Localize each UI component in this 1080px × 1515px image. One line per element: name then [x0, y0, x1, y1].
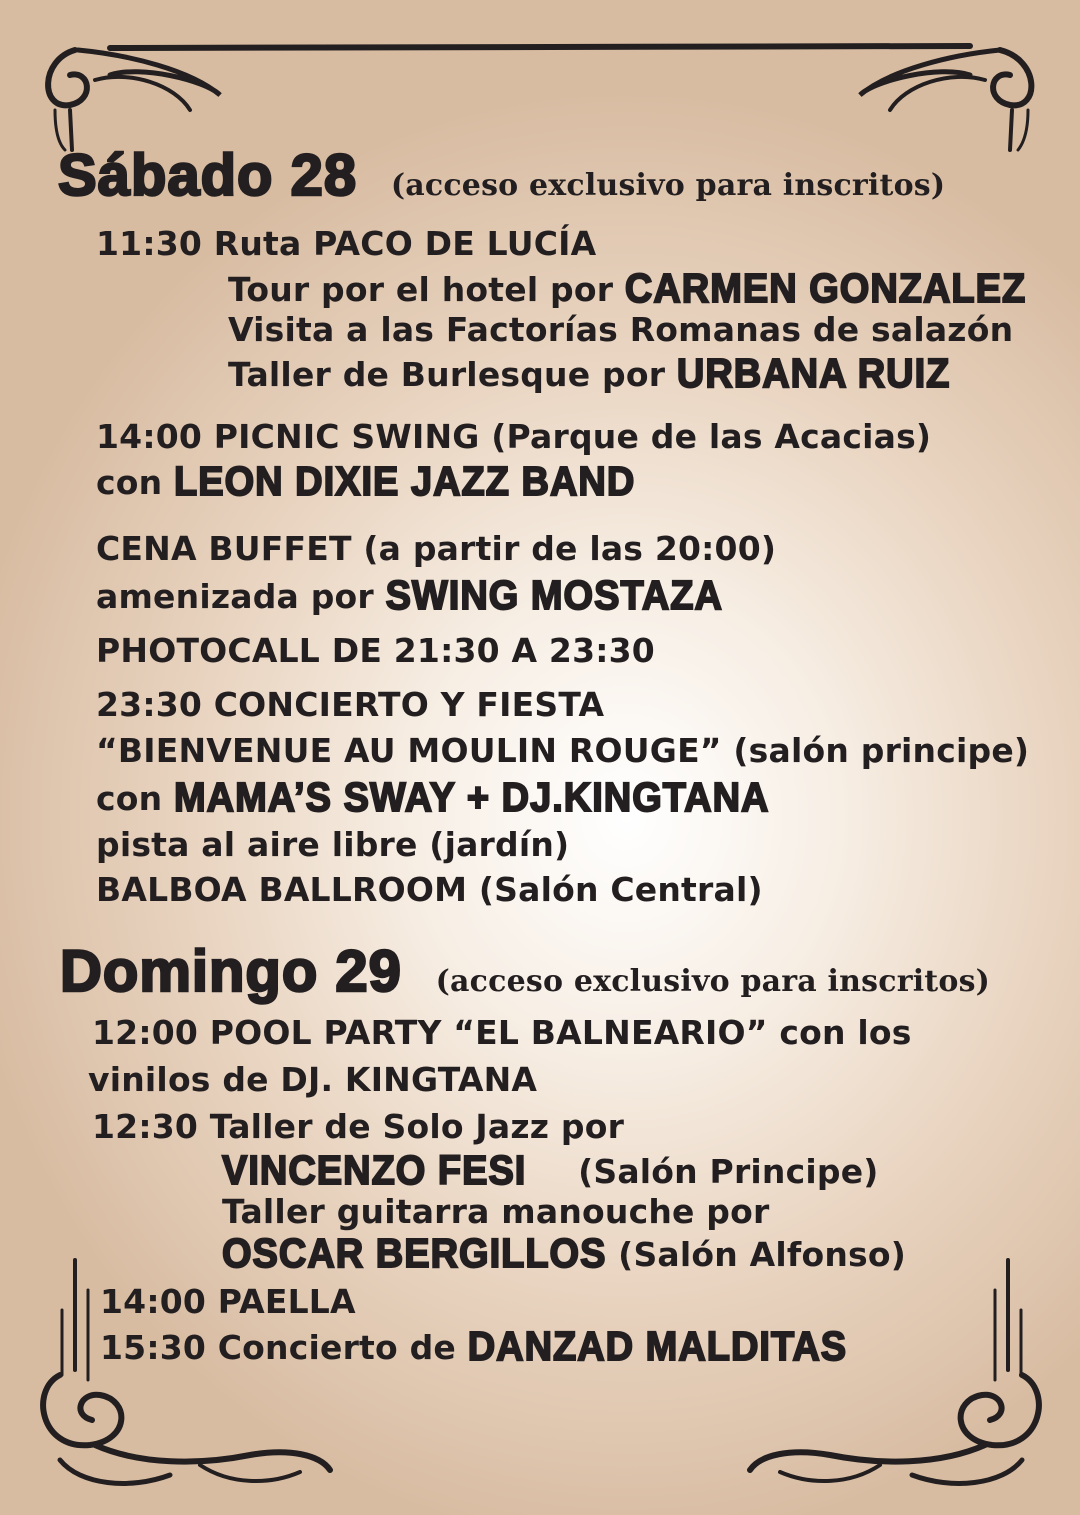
sat-mostaza-name: SWING MOSTAZA: [385, 573, 723, 619]
sun-line-vincenzo: [222, 1148, 879, 1194]
sunday-day-title: Domingo 29: [60, 939, 402, 1004]
saturday-day-title: Sábado 28: [58, 143, 358, 208]
sun-vincenzo-place: (Salón Principe): [578, 1152, 879, 1191]
sun-line-solojazz: [92, 1107, 625, 1146]
sun-line-oscar: [222, 1231, 907, 1277]
sat-moulin-text: “BIENVENUE AU MOULIN ROUGE” (salón principe): [96, 731, 1030, 770]
sun-line-guitarra: [222, 1192, 770, 1231]
sun-paella-text: 14:00 PAELLA: [100, 1282, 356, 1321]
sat-line-tour: [228, 266, 1027, 312]
sat-mamas-name: MAMA’S SWAY + DJ.KINGTANA: [174, 775, 770, 821]
sat-line-pista: [96, 825, 570, 864]
sat-pista-text: pista al aire libre (jardín): [96, 825, 570, 864]
sat-burlesque-text: Taller de Burlesque por: [228, 355, 666, 394]
sat-concierto-text: 23:30 CONCIERTO Y FIESTA: [96, 685, 605, 724]
sat-mostaza-text: amenizada por: [96, 577, 374, 616]
sun-danzad-name: DANZAD MALDITAS: [467, 1324, 848, 1370]
sun-vinilos-text: vinilos de DJ. KINGTANA: [88, 1060, 538, 1099]
sat-ruta-text: Ruta PACO DE LUCÍA: [213, 224, 597, 263]
sun-guitarra-text: Taller guitarra manouche por: [222, 1192, 770, 1231]
sat-visita-text: Visita a las Factorías Romanas de salazón: [228, 310, 1014, 349]
sat-photocall-text: PHOTOCALL DE 21:30 A 23:30: [96, 631, 655, 670]
sat-line-picnic: [96, 417, 932, 456]
sat-line-concierto: [96, 685, 605, 724]
sat-line-ruta: [96, 224, 597, 263]
sat-line-cena: [96, 529, 777, 568]
sat-mamas-text: con: [96, 779, 163, 818]
sun-oscar-place: (Salón Alfonso): [618, 1235, 907, 1274]
saturday-access-note: (acceso exclusivo para inscritos): [390, 168, 946, 203]
sat-cena-text: CENA BUFFET (a partir de las 20:00): [96, 529, 777, 568]
sun-line-vinilos: [88, 1060, 538, 1099]
sat-line-visita: [228, 310, 1014, 349]
sunday-access-note: (acceso exclusivo para inscritos): [435, 964, 991, 999]
sun-line-danzad: [100, 1324, 848, 1370]
sat-leon-text: con: [96, 463, 163, 502]
top-ornament: [0, 0, 1080, 160]
sat-burlesque-name: URBANA RUIZ: [676, 351, 951, 397]
sat-line-mostaza: [96, 573, 723, 619]
sat-tour-name: CARMEN GONZALEZ: [624, 266, 1027, 312]
sun-pool-text: 12:00 POOL PARTY “EL BALNEARIO” con los: [92, 1013, 912, 1052]
sun-line-paella: [100, 1282, 356, 1321]
sun-danzad-text: 15:30 Concierto de: [100, 1328, 456, 1367]
sat-line-mamas: [96, 775, 770, 821]
sunday-heading: [60, 939, 991, 1004]
sat-line-moulin: [96, 731, 1030, 770]
sat-line-leon: [96, 459, 636, 505]
sat-time-1130: 11:30: [96, 224, 203, 263]
sat-picnic-text: 14:00 PICNIC SWING (Parque de las Acacias): [96, 417, 932, 456]
sat-line-burlesque: [228, 351, 951, 397]
sun-solojazz-text: 12:30 Taller de Solo Jazz por: [92, 1107, 625, 1146]
sun-line-pool: [92, 1013, 912, 1052]
sat-balboa-text: BALBOA BALLROOM (Salón Central): [96, 870, 763, 909]
sat-line-photocall: [96, 631, 655, 670]
sat-line-balboa: [96, 870, 763, 909]
sat-leon-name: LEON DIXIE JAZZ BAND: [174, 459, 636, 505]
sun-oscar-name: OSCAR BERGILLOS: [222, 1231, 607, 1277]
saturday-heading: [58, 143, 946, 208]
sun-vincenzo-name: VINCENZO FESI: [222, 1148, 527, 1194]
sat-tour-text: Tour por el hotel por: [228, 270, 614, 309]
